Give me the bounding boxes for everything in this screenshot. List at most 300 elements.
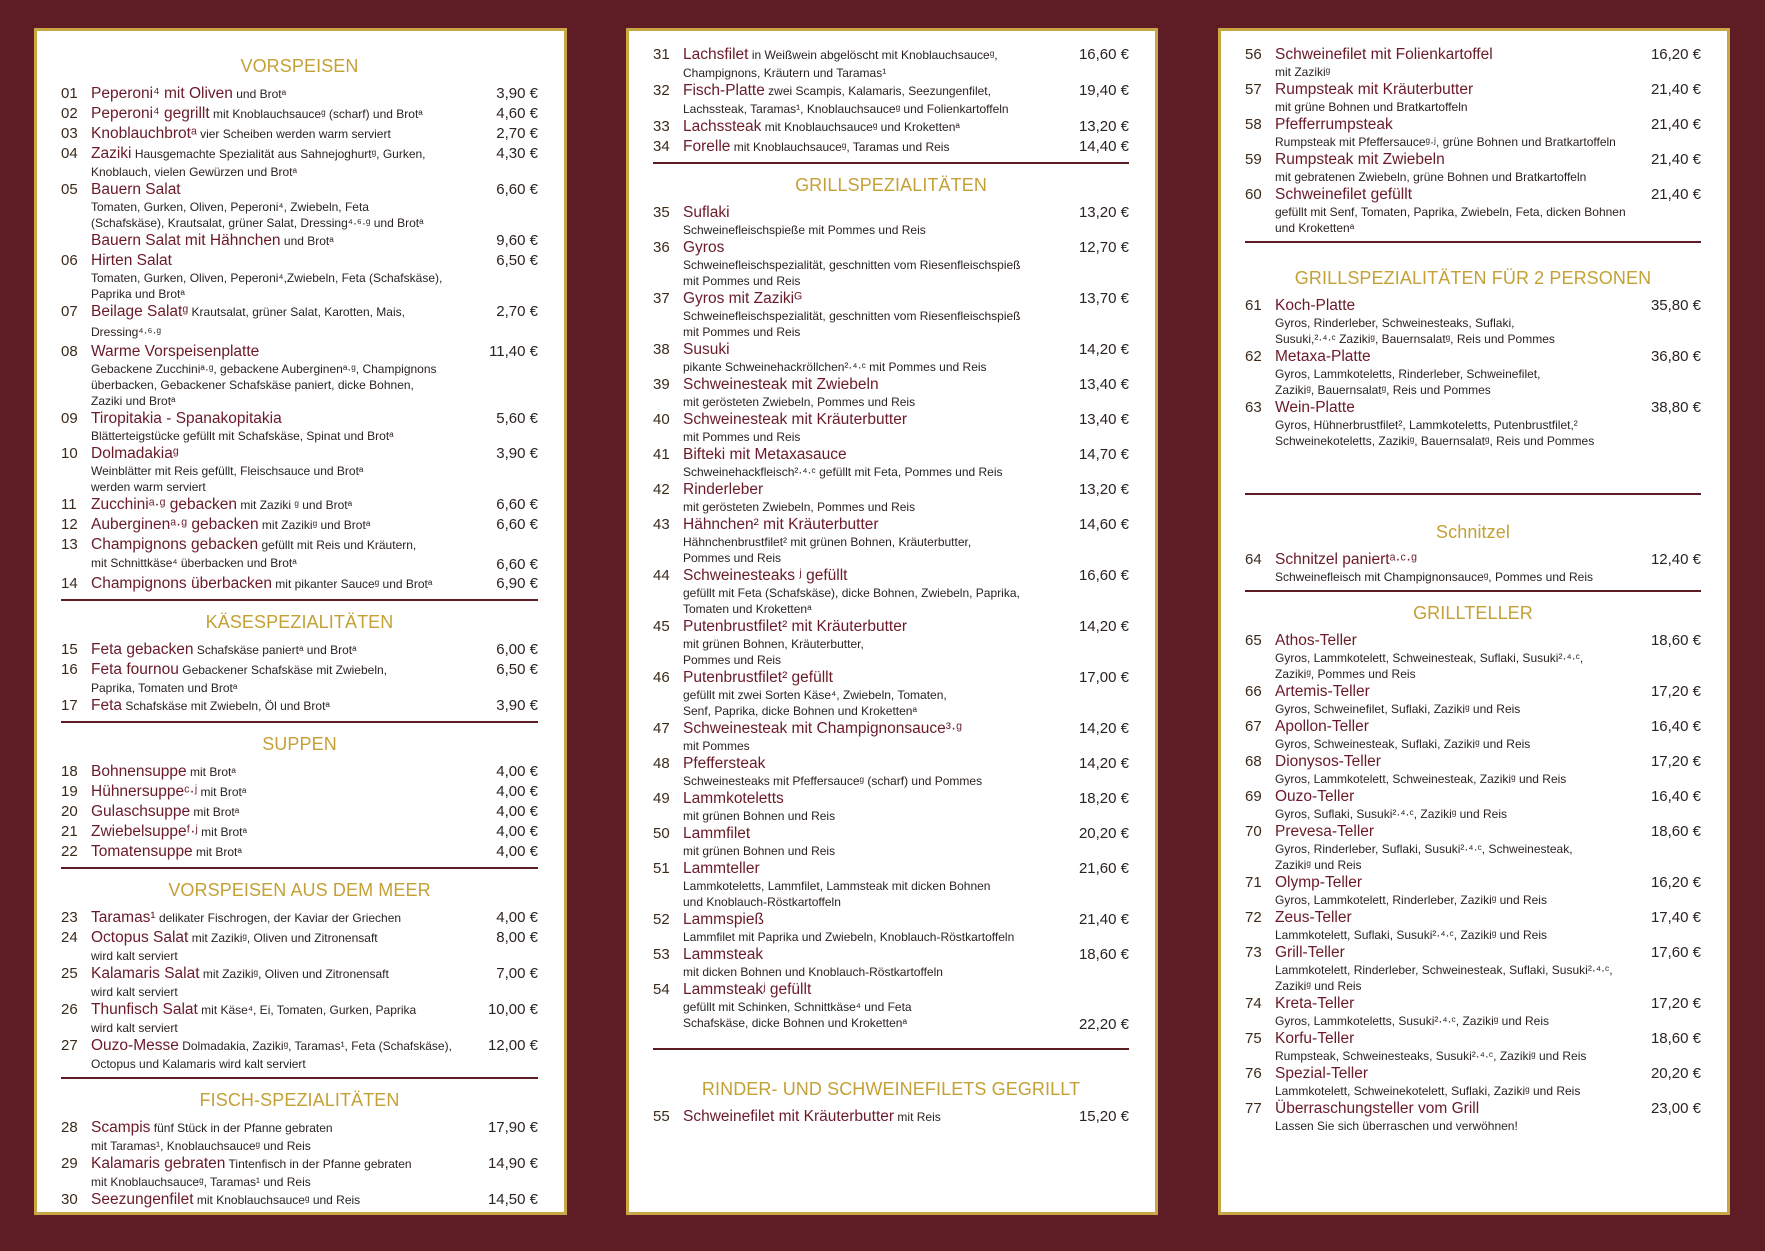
item-number: 07 xyxy=(61,303,78,320)
item-number: 37 xyxy=(653,290,670,307)
menu-item xyxy=(61,640,538,660)
item-detail-line: und Krokettenᵃ xyxy=(1275,221,1355,235)
menu-section xyxy=(61,879,538,1072)
item-first-line xyxy=(91,842,538,862)
menu-item xyxy=(61,302,538,342)
item-detail-line: Gyros, Rinderleber, Schweinesteaks, Suflaki, xyxy=(1275,316,1515,330)
menu-item xyxy=(61,180,538,231)
item-content xyxy=(683,859,1129,910)
item-description: Krautsalat, grüner Salat, Karotten, Mais, Dressing⁴·⁶·ᵍ xyxy=(91,305,405,339)
item-number: 55 xyxy=(653,1108,670,1125)
item-number: 16 xyxy=(61,661,78,678)
item-price: 17,20 € xyxy=(1650,753,1701,770)
item-content xyxy=(1275,752,1701,787)
item-detail-line: Weinblätter mit Reis gefüllt, Fleischsauce und Brotᵃ xyxy=(91,464,364,478)
item-first-line xyxy=(91,124,538,144)
item-first-line xyxy=(683,566,1129,585)
item-first-line xyxy=(683,137,1129,157)
item-price: 6,00 € xyxy=(496,641,538,658)
item-detail-line: gefüllt mit Schinken, Schnittkäse⁴ und Feta xyxy=(683,1000,912,1014)
item-number: 06 xyxy=(61,252,78,269)
item-detail-line: Pommes und Reis xyxy=(683,653,782,667)
item-detail-line: Schweinefleisch mit Champignonsauceᵍ, Pommes und Reis xyxy=(1275,570,1594,584)
item-first-line xyxy=(683,719,1129,738)
item-price: 17,40 € xyxy=(1650,909,1701,926)
item-content xyxy=(91,1190,538,1210)
item-description: mit Knoblauchsauceᵍ, Taramas und Reis xyxy=(730,140,950,154)
item-detail-line: Lammkotelett, Suflaki, Susuki²·⁴·ᶜ, Zazikiᵍ und Reis xyxy=(1275,928,1548,942)
item-number: 12 xyxy=(61,516,78,533)
item-name: Putenbrustfilet² gefüllt xyxy=(683,669,833,686)
item-name: Schweinesteaks ʲ gefüllt xyxy=(683,567,848,584)
menu-item xyxy=(61,762,538,782)
item-first-line xyxy=(91,908,538,928)
item-description: Schafskäse mit Zwiebeln, Öl und Brotᵃ xyxy=(122,699,330,713)
item-content xyxy=(91,342,538,409)
item-content xyxy=(91,696,538,716)
item-first-line xyxy=(91,495,538,515)
item-number: 29 xyxy=(61,1155,78,1172)
item-detail-line: Schafskäse, dicke Bohnen und Krokettenᵃ 22,20 € xyxy=(683,1016,1129,1033)
item-number: 24 xyxy=(61,929,78,946)
item-detail-line: überbacken, Gebackener Schafskäse paniert, dicke Bohnen, xyxy=(91,378,414,392)
item-detail-line: Paprika, Tomaten und Brotᵃ xyxy=(91,681,238,695)
item-price: 6,50 € xyxy=(496,252,538,269)
item-detail-line: mit gebratenen Zwiebeln, grüne Bohnen und Bratkartoffeln xyxy=(1275,170,1587,184)
menu-item xyxy=(61,842,538,862)
menu-item xyxy=(61,696,538,716)
item-content xyxy=(1275,185,1701,236)
item-detail-line: mit grünen Bohnen und Reis xyxy=(683,844,836,858)
item-number: 10 xyxy=(61,445,78,462)
item-description: Schafskäse paniertᵃ und Brotᵃ xyxy=(193,643,357,657)
item-content xyxy=(1275,631,1701,682)
item-price: 16,40 € xyxy=(1650,788,1701,805)
item-first-line xyxy=(91,302,538,342)
item-first-line xyxy=(91,782,538,802)
item-content xyxy=(91,762,538,782)
item-price: 16,20 € xyxy=(1650,46,1701,63)
item-price: 36,80 € xyxy=(1650,348,1701,365)
item-first-line xyxy=(683,515,1129,534)
item-number: 41 xyxy=(653,446,670,463)
item-description: mit Zaziki ᵍ und Brotᵃ xyxy=(237,498,353,512)
item-content xyxy=(1275,682,1701,717)
item-name: Bifteki mit Metaxasauce xyxy=(683,446,847,463)
item-price: 13,70 € xyxy=(1078,290,1129,307)
item-name: Warme Vorspeisenplatte xyxy=(91,343,260,360)
item-detail-line: Gyros, Lammkotelett, Rinderleber, Zazikiᵍ und Reis xyxy=(1275,893,1547,907)
item-price: 18,20 € xyxy=(1078,790,1129,807)
item-detail-line: Gyros, Lammkotelett, Schweinesteak, Suflaki, Susuki²·⁴·ᶜ, xyxy=(1275,651,1584,665)
menu-item xyxy=(1245,45,1701,80)
menu-item xyxy=(653,203,1129,238)
item-price: 14,50 € xyxy=(487,1191,538,1208)
item-content xyxy=(683,289,1129,340)
menu-item xyxy=(61,822,538,842)
item-number: 54 xyxy=(653,981,670,998)
section-divider xyxy=(653,162,1129,164)
item-first-line xyxy=(683,410,1129,429)
item-content xyxy=(1275,994,1701,1029)
item-first-line xyxy=(683,859,1129,878)
item-price: 4,00 € xyxy=(496,803,538,820)
item-content xyxy=(91,444,538,495)
item-number: 26 xyxy=(61,1001,78,1018)
item-number: 49 xyxy=(653,790,670,807)
item-detail-line: Tomaten, Gurken, Oliven, Peperoni⁴,Zwiebeln, Feta (Schafskäse), xyxy=(91,271,443,285)
item-first-line xyxy=(1275,822,1701,841)
item-detail-line: Schweinefleischspieße mit Pommes und Reis xyxy=(683,223,926,237)
item-first-line xyxy=(1275,943,1701,962)
item-first-line xyxy=(91,104,538,124)
item-price: 12,00 € xyxy=(487,1037,538,1054)
item-name: Beilage Salatᵍ xyxy=(91,303,189,320)
item-number: 38 xyxy=(653,341,670,358)
section-title: KÄSESPEZIALITÄTEN xyxy=(205,612,394,632)
item-number: 71 xyxy=(1245,874,1262,891)
item-detail-line: Schweinefleischspezialität, geschnitten vom Riesenfleischspieß xyxy=(683,258,1021,272)
item-number: 64 xyxy=(1245,551,1262,568)
item-number: 02 xyxy=(61,105,78,122)
item-price: 7,00 € xyxy=(496,965,538,982)
item-name: Spezial-Teller xyxy=(1275,1065,1369,1082)
item-first-line xyxy=(1275,752,1701,771)
item-content xyxy=(91,231,538,251)
item-content xyxy=(683,824,1129,859)
menu-item xyxy=(61,84,538,104)
item-content xyxy=(683,754,1129,789)
item-price: 9,60 € xyxy=(496,232,538,249)
item-price: 12,40 € xyxy=(1650,551,1701,568)
section-title: GRILLSPEZIALITÄTEN FÜR 2 PERSONEN xyxy=(1294,268,1652,288)
item-name: Ouzo-Messe xyxy=(91,1037,179,1054)
item-first-line xyxy=(1275,115,1701,134)
item-number: 66 xyxy=(1245,683,1262,700)
item-detail-line: mit Knoblauchsauceᵍ, Taramas¹ und Reis xyxy=(91,1175,311,1189)
menu-item xyxy=(61,535,538,574)
item-number: 13 xyxy=(61,536,78,553)
item-first-line xyxy=(91,574,538,594)
item-content xyxy=(1275,1064,1701,1099)
item-price: 16,20 € xyxy=(1650,874,1701,891)
item-description: Tintenfisch in der Pfanne gebraten xyxy=(225,1157,412,1171)
menu-item xyxy=(1245,787,1701,822)
item-number: 32 xyxy=(653,82,670,99)
item-detail-line: (Schafskäse), Krautsalat, grüner Salat, Dressing⁴·⁶·ᵍ und Brotᵃ xyxy=(91,216,424,230)
item-content xyxy=(683,566,1129,617)
item-detail-line: Susuki,²·⁴·ᶜ Zazikiᵍ, Bauernsalatᵍ, Reis und Pommes xyxy=(1275,332,1555,346)
item-first-line xyxy=(1275,45,1701,64)
item-first-line xyxy=(683,340,1129,359)
menu-item xyxy=(1245,994,1701,1029)
item-name: Schweinefilet gefüllt xyxy=(1275,186,1412,203)
item-detail-line: Gebackene Zucchiniᵃ·ᵍ, gebackene Auberginenᵃ·ᵍ, Champignons xyxy=(91,362,437,376)
item-number: 62 xyxy=(1245,348,1262,365)
item-number: 20 xyxy=(61,803,78,820)
item-name: Korfu-Teller xyxy=(1275,1030,1355,1047)
menu-item xyxy=(653,137,1129,157)
item-name: Schweinesteak mit Kräuterbutter xyxy=(683,411,907,428)
item-content xyxy=(683,980,1129,1034)
item-description: mit Käse⁴, Ei, Tomaten, Gurken, Paprika xyxy=(197,1003,417,1017)
item-name: Champignons gebacken xyxy=(91,536,259,553)
item-price: 14,60 € xyxy=(1078,516,1129,533)
item-detail-line: Schweinehackfleisch²·⁴·ᶜ gefüllt mit Feta, Pommes und Reis xyxy=(683,465,1003,479)
item-first-line xyxy=(683,238,1129,257)
item-name: Rinderleber xyxy=(683,481,764,498)
item-content xyxy=(683,515,1129,566)
menu-item xyxy=(653,480,1129,515)
item-number: 35 xyxy=(653,204,670,221)
item-number: 52 xyxy=(653,911,670,928)
item-content xyxy=(91,574,538,594)
item-content xyxy=(1275,150,1701,185)
item-price: 4,60 € xyxy=(496,105,538,122)
menu-item xyxy=(61,342,538,409)
item-detail-line: mit Taramas¹, Knoblauchsauceᵍ und Reis xyxy=(91,1139,311,1153)
item-detail-line: Octopus und Kalamaris wird kalt serviert xyxy=(91,1057,306,1071)
item-name: Susuki xyxy=(683,341,730,358)
item-description: mit Brotᵃ xyxy=(197,785,247,799)
item-content xyxy=(91,964,538,1000)
item-description: mit Knoblauchsauceᵍ (scharf) und Brotᵃ xyxy=(209,107,423,121)
item-price: 6,60 € xyxy=(496,496,538,513)
menu-section xyxy=(61,55,538,594)
item-detail-line: wird kalt serviert xyxy=(91,949,178,963)
item-first-line xyxy=(1275,347,1701,366)
item-content xyxy=(683,719,1129,754)
section-title: SUPPEN xyxy=(262,734,337,754)
item-name: Olymp-Teller xyxy=(1275,874,1362,891)
section-divider xyxy=(1245,241,1701,243)
item-detail-line: mit grünen Bohnen und Reis xyxy=(683,809,836,823)
item-price: 3,90 € xyxy=(496,697,538,714)
item-name: Peperoni⁴ mit Oliven xyxy=(91,85,233,102)
section-title: Schnitzel xyxy=(1436,522,1510,542)
item-first-line xyxy=(91,1000,538,1020)
item-number: 05 xyxy=(61,181,78,198)
menu-item xyxy=(653,980,1129,1034)
item-name: Hähnchen² mit Kräuterbutter xyxy=(683,516,879,533)
item-first-line xyxy=(91,1190,538,1210)
item-first-line xyxy=(91,762,538,782)
item-description: Hausgemachte Spezialität aus Sahnejoghurtᵍ, Gurken, xyxy=(131,147,426,161)
item-number: 01 xyxy=(61,85,78,102)
item-name: Hühnersuppeᶜ·ʲ xyxy=(91,783,198,800)
item-detail-line: Zazikiᵍ und Reis xyxy=(1275,979,1362,993)
item-content xyxy=(683,203,1129,238)
item-content xyxy=(91,908,538,928)
item-detail-line: pikante Schweinehackröllchen²·⁴·ᶜ mit Pommes und Reis xyxy=(683,360,987,374)
item-name: Grill-Teller xyxy=(1275,944,1345,961)
item-content xyxy=(1275,296,1701,347)
item-detail-line: Gyros, Rinderleber, Suflaki, Susuki²·⁴·ᶜ, Schweinesteak, xyxy=(1275,842,1573,856)
item-content xyxy=(1275,873,1701,908)
item-price: 14,20 € xyxy=(1078,755,1129,772)
item-price: 4,00 € xyxy=(496,783,538,800)
item-detail-line: Lachssteak, Taramas¹, Knoblauchsauceᵍ und Folienkartoffeln xyxy=(683,102,1009,116)
item-content xyxy=(1275,550,1701,585)
item-content xyxy=(91,1036,538,1072)
item-content xyxy=(1275,80,1701,115)
item-detail-line: mit gerösteten Zwiebeln, Pommes und Reis xyxy=(683,395,916,409)
item-first-line xyxy=(91,231,538,251)
item-first-line xyxy=(683,980,1129,999)
item-name: Tomatensuppe xyxy=(91,843,193,860)
item-name: Lachssteak xyxy=(683,118,762,135)
item-price: 35,80 € xyxy=(1650,297,1701,314)
item-first-line xyxy=(683,617,1129,636)
item-price: 14,20 € xyxy=(1078,618,1129,635)
item-content xyxy=(1275,908,1701,943)
item-name: Fisch-Platte xyxy=(683,82,765,99)
item-first-line xyxy=(91,251,538,270)
item-content xyxy=(683,445,1129,480)
menu-item xyxy=(653,789,1129,824)
item-content xyxy=(683,375,1129,410)
item-detail-line: Schweinesteaks mit Pfeffersauceᵍ (scharf) und Pommes xyxy=(683,774,983,788)
item-name: Koch-Platte xyxy=(1275,297,1356,314)
menu-item xyxy=(61,1190,538,1210)
menu-item xyxy=(1245,80,1701,115)
item-content xyxy=(1275,1029,1701,1064)
item-price: 20,20 € xyxy=(1650,1065,1701,1082)
item-name: Zwiebelsuppeᶠ·ʲ xyxy=(91,823,198,840)
item-name: Tiropitakia - Spanakopitakia xyxy=(91,410,282,427)
item-description: mit pikanter Sauceᵍ und Brotᵃ xyxy=(271,577,433,591)
item-description: mit Zazikiᵍ und Brotᵃ xyxy=(258,518,371,532)
menu-section xyxy=(653,45,1129,157)
item-detail-line: Gyros, Schweinesteak, Suflaki, Zazikiᵍ und Reis xyxy=(1275,737,1531,751)
item-description: mit Knoblauchsauceᵍ und Reis xyxy=(193,1193,361,1207)
item-name: Hirten Salat xyxy=(91,252,172,269)
menu-item xyxy=(1245,398,1701,449)
menu-section xyxy=(1245,267,1701,449)
item-first-line xyxy=(91,802,538,822)
item-first-line xyxy=(91,964,538,984)
item-price: 4,30 € xyxy=(496,145,538,162)
item-name: Metaxa-Platte xyxy=(1275,348,1371,365)
item-detail-line: Lammkoteletts, Lammfilet, Lammsteak mit dicken Bohnen xyxy=(683,879,991,893)
item-first-line xyxy=(683,45,1129,65)
item-number: 11 xyxy=(61,496,77,513)
item-content xyxy=(91,802,538,822)
item-price: 13,40 € xyxy=(1078,411,1129,428)
item-number: 56 xyxy=(1245,46,1262,63)
item-price: 6,50 € xyxy=(496,661,538,678)
item-first-line xyxy=(1275,150,1701,169)
item-number: 57 xyxy=(1245,81,1262,98)
item-detail-line: Gyros, Lammkoteletts, Susuki²·⁴·ᶜ, Zazikiᵍ und Reis xyxy=(1275,1014,1550,1028)
item-price: 17,20 € xyxy=(1650,683,1701,700)
item-name: Lachsfilet xyxy=(683,46,749,63)
item-name: Gyros xyxy=(683,239,725,256)
item-number: 59 xyxy=(1245,151,1262,168)
section-title: GRILLSPEZIALITÄTEN xyxy=(795,175,987,195)
item-name: Rumpsteak mit Zwiebeln xyxy=(1275,151,1445,168)
item-first-line xyxy=(1275,1099,1701,1118)
menu-item xyxy=(653,445,1129,480)
item-first-line xyxy=(683,117,1129,137)
item-content xyxy=(683,238,1129,289)
menu-item xyxy=(1245,752,1701,787)
menu-item xyxy=(653,410,1129,445)
menu-item xyxy=(653,824,1129,859)
section-divider xyxy=(61,1077,538,1079)
item-price: 14,40 € xyxy=(1078,138,1129,155)
menu-item xyxy=(1245,943,1701,994)
menu-item xyxy=(61,660,538,696)
item-content xyxy=(91,1118,538,1154)
item-first-line xyxy=(91,180,538,199)
item-name: Champignons überbacken xyxy=(91,575,272,592)
item-number: 15 xyxy=(61,641,78,658)
item-first-line xyxy=(91,444,538,463)
item-detail-line: gefüllt mit Senf, Tomaten, Paprika, Zwiebeln, Feta, dicken Bohnen xyxy=(1275,205,1626,219)
item-name: Schweinesteak mit Champignonsauce³·ᵍ xyxy=(683,720,962,737)
item-price: 13,40 € xyxy=(1078,376,1129,393)
item-price: 21,40 € xyxy=(1078,911,1129,928)
item-name: Bohnensuppe xyxy=(91,763,187,780)
item-price: 18,60 € xyxy=(1078,946,1129,963)
item-price: 8,00 € xyxy=(496,929,538,946)
menu-section xyxy=(1245,602,1701,1134)
item-number: 40 xyxy=(653,411,670,428)
item-number: 08 xyxy=(61,343,78,360)
item-detail-line: wird kalt serviert xyxy=(91,1021,178,1035)
item-content xyxy=(683,789,1129,824)
menu-item xyxy=(653,289,1129,340)
item-price: 21,40 € xyxy=(1650,116,1701,133)
item-price: 2,70 € xyxy=(496,303,538,320)
menu-item xyxy=(61,802,538,822)
item-price: 18,60 € xyxy=(1650,632,1701,649)
item-first-line xyxy=(683,480,1129,499)
item-price: 17,60 € xyxy=(1650,944,1701,961)
item-detail-line: mit Pommes und Reis xyxy=(683,274,801,288)
item-first-line xyxy=(683,445,1129,464)
item-first-line xyxy=(1275,398,1701,417)
menu-item xyxy=(61,1118,538,1154)
item-detail-line: Gyros, Suflaki, Susuki²·⁴·ᶜ, Zazikiᵍ und Reis xyxy=(1275,807,1507,821)
item-content xyxy=(91,822,538,842)
item-detail-line: mit dicken Bohnen und Knoblauch-Röstkartoffeln xyxy=(683,965,943,979)
item-number: 47 xyxy=(653,720,670,737)
item-content xyxy=(91,84,538,104)
menu-item xyxy=(653,668,1129,719)
menu-item xyxy=(1245,150,1701,185)
item-number: 75 xyxy=(1245,1030,1262,1047)
item-name: Schweinefilet mit Folienkartoffel xyxy=(1275,46,1493,63)
menu-column-3 xyxy=(1218,28,1730,1215)
item-name: Kalamaris Salat xyxy=(91,965,200,982)
item-first-line xyxy=(91,1118,538,1138)
item-name: Taramas¹ xyxy=(91,909,156,926)
item-detail-line: mit Pommes xyxy=(683,739,750,753)
menu-section xyxy=(1245,521,1701,585)
item-name: Feta xyxy=(91,697,123,714)
item-first-line xyxy=(91,84,538,104)
item-price: 21,40 € xyxy=(1650,186,1701,203)
item-price: 13,20 € xyxy=(1078,204,1129,221)
item-price: 15,20 € xyxy=(1078,1108,1129,1125)
item-price: 11,40 € xyxy=(489,343,538,360)
menu-section xyxy=(61,611,538,716)
item-name: Prevesa-Teller xyxy=(1275,823,1375,840)
item-price: 6,60 € xyxy=(496,556,538,573)
item-description: und Brotᵃ xyxy=(280,234,334,248)
